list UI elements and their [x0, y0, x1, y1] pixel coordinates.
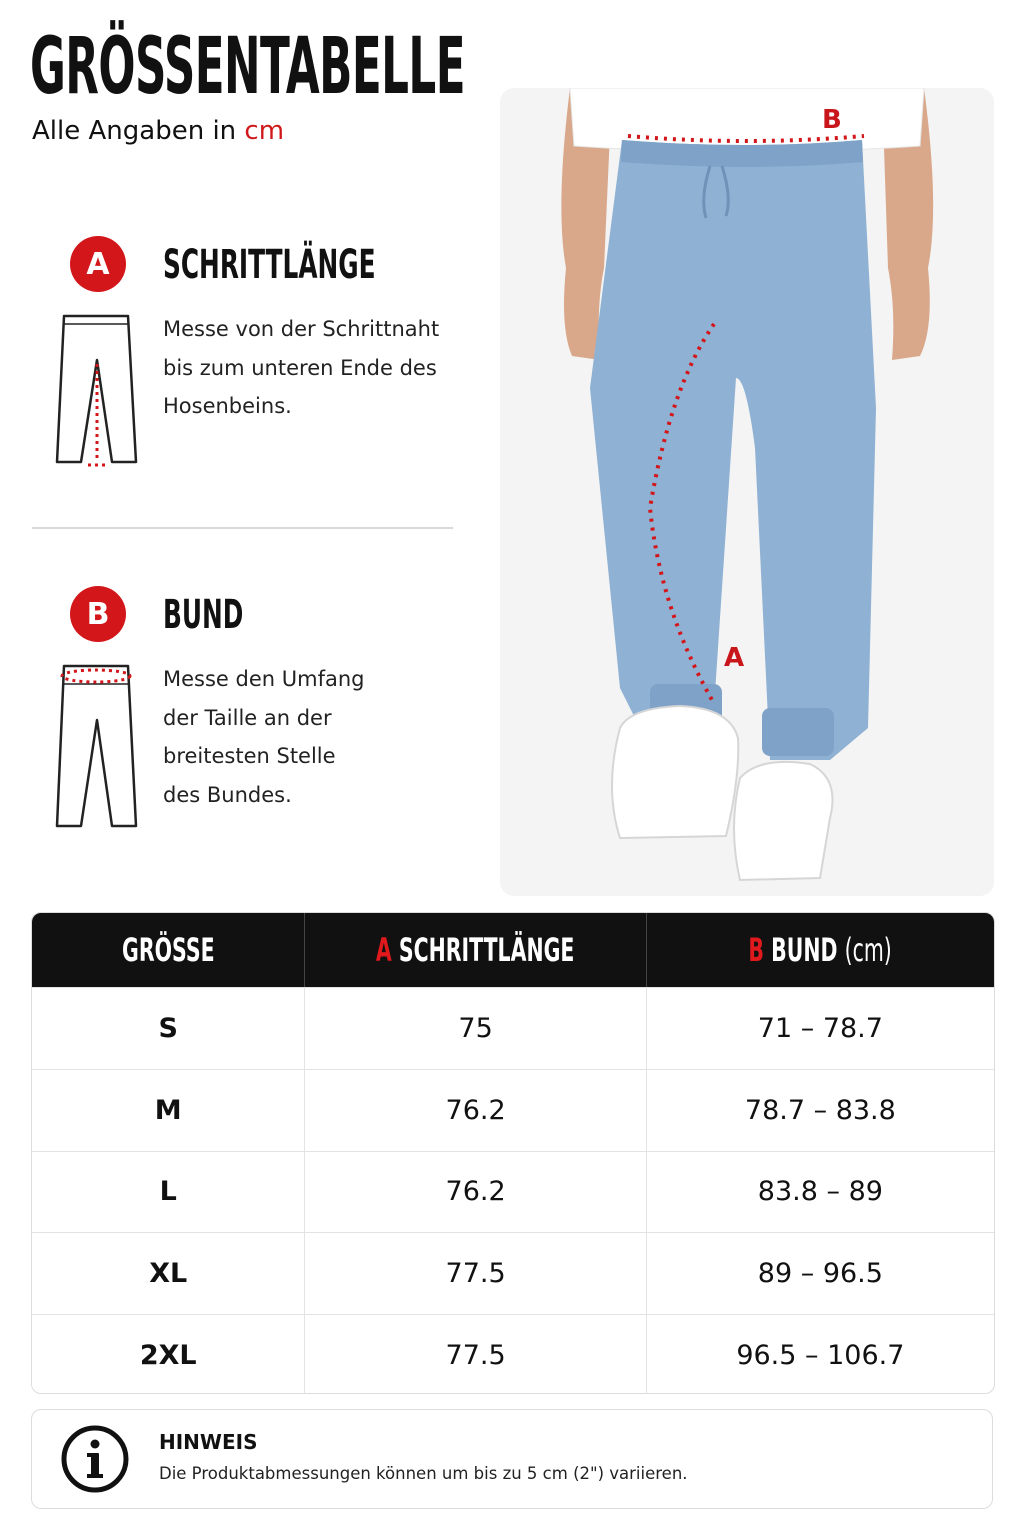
waist-description: Messe den Umfang der Taille an der breitesten Stelle des Bundes.: [163, 667, 365, 807]
label-b: B: [822, 105, 842, 135]
table-row: [32, 1232, 994, 1314]
badge-b: B: [70, 586, 126, 642]
page-title: GRÖSSENTABELLE: [30, 22, 465, 112]
label-a: A: [724, 643, 745, 673]
cell-waist: 96.5 – 106.7: [736, 1340, 905, 1372]
size-table: [31, 912, 995, 1394]
cell-inseam: 77.5: [305, 1315, 646, 1394]
cell-size: S: [32, 988, 305, 1069]
header-waist: B BUND (cm): [748, 931, 893, 969]
subtitle-prefix: Alle Angaben in: [32, 116, 237, 146]
info-icon: [60, 1424, 130, 1494]
cell-waist: 71 – 78.7: [757, 1012, 883, 1044]
section-title-inseam: SCHRITTLÄNGE: [163, 242, 376, 288]
product-photo-joggers: [500, 88, 994, 896]
cell-size: XL: [32, 1233, 305, 1314]
note-box: [31, 1409, 993, 1509]
table-row: [32, 1151, 994, 1233]
cell-waist: 83.8 – 89: [757, 1176, 883, 1208]
cell-waist: 89 – 96.5: [757, 1258, 883, 1290]
cell-size: 2XL: [32, 1315, 305, 1394]
inseam-description: Messe von der Schrittnaht bis zum unteren Ende des Hosenbeins.: [163, 317, 440, 418]
pants-inseam-icon: [52, 310, 140, 470]
header-size: GRÖSSE: [32, 913, 305, 987]
cell-inseam: 76.2: [305, 1152, 646, 1233]
cell-inseam: 75: [305, 988, 646, 1069]
cell-inseam: 77.5: [305, 1233, 646, 1314]
cell-waist: 78.7 – 83.8: [744, 1094, 896, 1126]
section-title-waist: BUND: [163, 592, 244, 638]
section-divider: [32, 527, 453, 529]
subtitle-unit: cm: [244, 116, 285, 146]
unit-subtitle: [32, 116, 284, 146]
note-title: HINWEIS: [159, 1430, 258, 1454]
table-row: [32, 987, 994, 1069]
pants-waist-icon: [52, 660, 140, 832]
header-inseam: A SCHRITTLÄNGE: [305, 913, 646, 987]
badge-a: A: [70, 236, 126, 292]
table-row: [32, 1069, 994, 1151]
note-text: Die Produktabmessungen können um bis zu 5 cm (2") variieren.: [159, 1464, 688, 1483]
cell-inseam: 76.2: [305, 1070, 646, 1151]
cell-size: M: [32, 1070, 305, 1151]
cell-size: L: [32, 1152, 305, 1233]
table-header: [32, 913, 994, 987]
table-row: [32, 1314, 994, 1394]
